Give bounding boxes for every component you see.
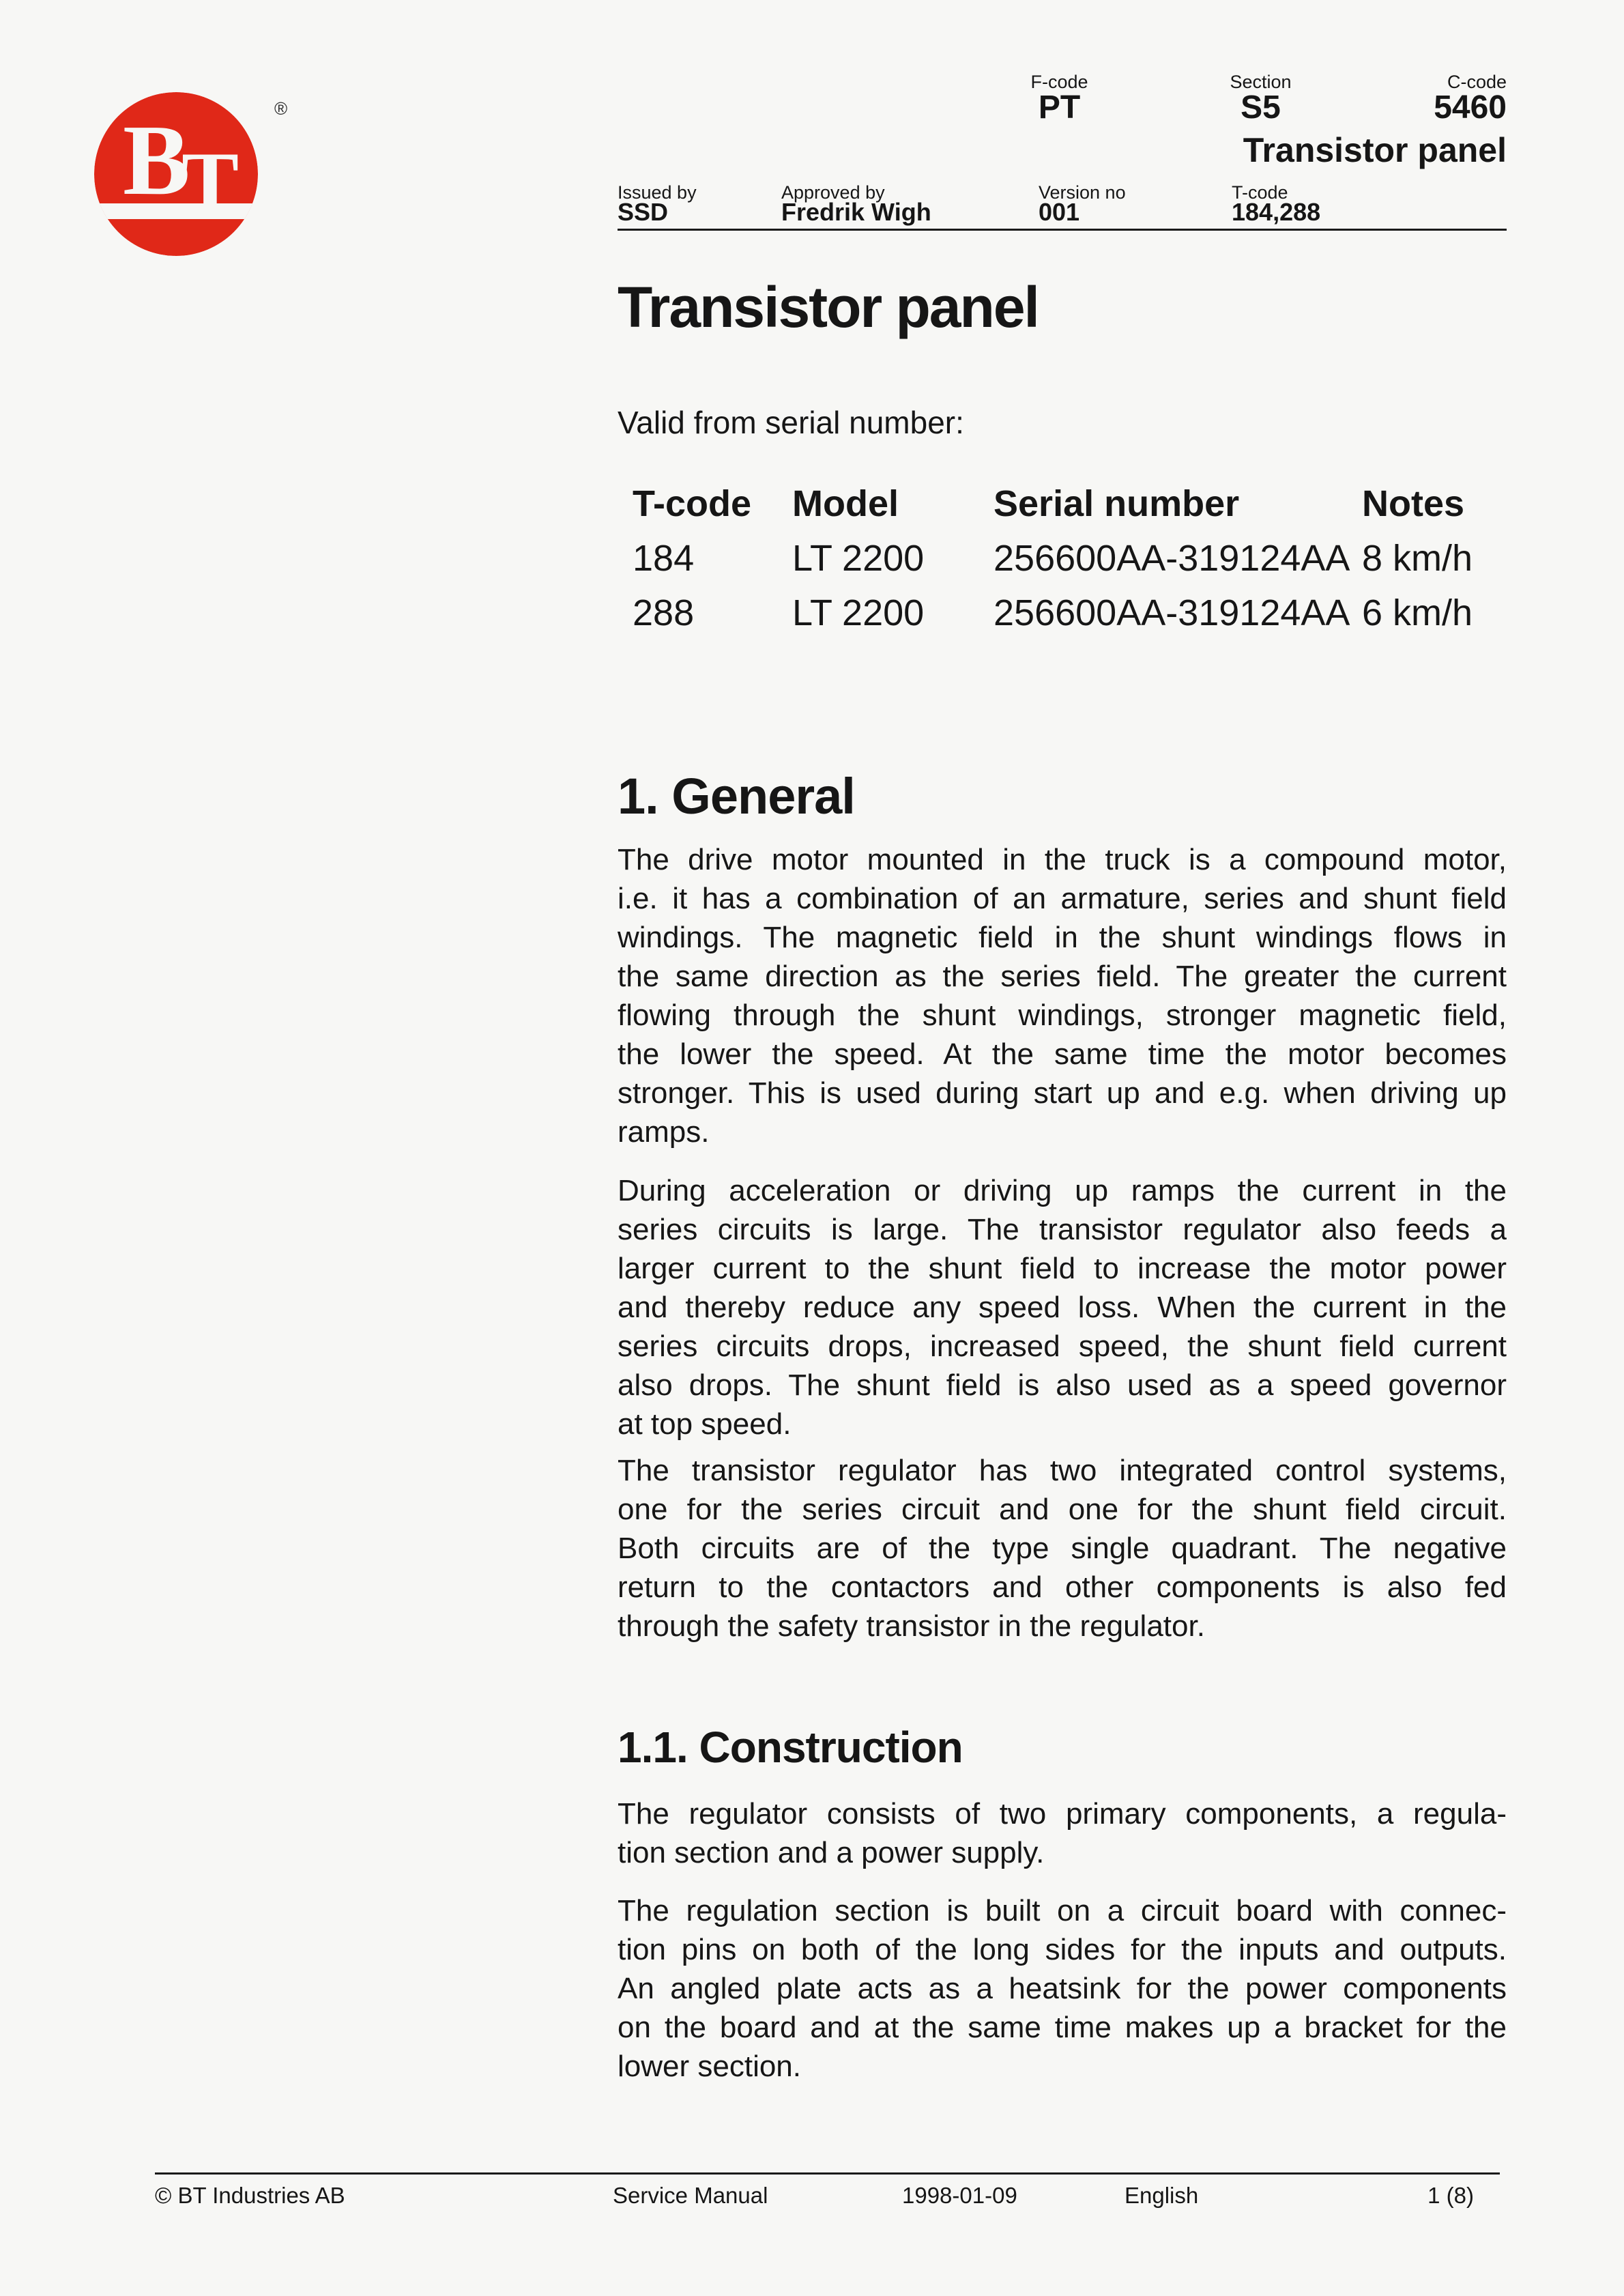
header-field-approved-by — [781, 184, 931, 225]
field-label: Section — [1230, 72, 1292, 92]
page-title: Transistor panel — [618, 275, 1039, 339]
text-line: the same direction as the series field. The greater the current — [618, 960, 1507, 993]
table-row — [618, 594, 1507, 631]
text-line: return to the contactors and other components is also fed — [618, 1570, 1507, 1604]
text-line: During acceleration or driving up ramps the current in the — [618, 1174, 1507, 1207]
text-line: one for the series circuit and one for the shunt field circuit. — [618, 1493, 1507, 1526]
field-value: Fredrik Wigh — [781, 198, 931, 226]
text-line: Both circuits are of the type single quadrant. The negative — [618, 1532, 1507, 1565]
registered-trademark-icon: ® — [274, 98, 288, 119]
text-line: lower section. — [618, 2050, 802, 2083]
table-row — [618, 540, 1507, 577]
text-line: windings. The magnetic field in the shunt windings flows in — [618, 921, 1507, 954]
field-value: S5 — [1241, 89, 1281, 126]
header-field-fcode — [1020, 73, 1099, 124]
text-line: stronger. This is used during start up and e.g. when driving up — [618, 1076, 1507, 1110]
table-header-row — [618, 485, 1507, 522]
section-heading-construction: 1.1. Construction — [618, 1723, 963, 1772]
text-line: The regulation section is built on a circuit board with connec- — [618, 1894, 1507, 1927]
paragraph — [618, 1794, 1507, 1872]
text-line: the lower the speed. At the same time the motor becomes — [618, 1037, 1507, 1071]
header-field-ccode — [1365, 73, 1507, 124]
text-line: An angled plate acts as a heatsink for the power components — [618, 1972, 1507, 2005]
text-line: also drops. The shunt field is also used as a speed governor — [618, 1368, 1507, 1402]
text-line: ramps. — [618, 1115, 710, 1149]
table-cell: 6 km/h — [1362, 592, 1473, 633]
text-line: tion section and a power supply. — [618, 1836, 1045, 1869]
text-line: larger current to the shunt field to increase the motor power — [618, 1252, 1507, 1285]
header-field-section — [1218, 73, 1303, 124]
text-line: flowing through the shunt windings, stronger magnetic field, — [618, 999, 1507, 1032]
paragraph — [618, 1891, 1507, 2086]
header-field-version-no — [1039, 184, 1126, 225]
section-heading-general: 1. General — [618, 768, 855, 824]
footer-page-number: 1 (8) — [1427, 2183, 1474, 2208]
text-line: The regulator consists of two primary components, a regula- — [618, 1797, 1507, 1831]
text-line: on the board and at the same time makes up a bracket for the — [618, 2011, 1507, 2044]
footer-language: English — [1125, 2183, 1199, 2208]
field-label: Issued by — [618, 182, 697, 203]
column-header: Model — [792, 483, 899, 524]
table-cell: LT 2200 — [792, 538, 925, 579]
table-cell: 256600AA-319124AA — [994, 592, 1350, 633]
table-cell: 256600AA-319124AA — [994, 538, 1350, 579]
text-line: through the safety transistor in the regulator. — [618, 1609, 1205, 1643]
valid-from-label: Valid from serial number: — [618, 405, 964, 440]
column-header: Notes — [1362, 483, 1465, 524]
footer-divider — [155, 2172, 1500, 2175]
text-line: series circuits is large. The transistor regulator also feeds a — [618, 1213, 1507, 1246]
text-line: series circuits drops, increased speed, the shunt field current — [618, 1330, 1507, 1363]
header-divider — [618, 229, 1507, 231]
column-header: T-code — [633, 483, 752, 524]
table-cell: LT 2200 — [792, 592, 925, 633]
footer-doc-type: Service Manual — [613, 2183, 768, 2208]
field-label: C-code — [1447, 72, 1507, 92]
bt-logo — [94, 92, 258, 256]
header-doc-title: Transistor panel — [1243, 131, 1507, 169]
logo-letter-b: B — [123, 104, 190, 216]
field-value: SSD — [618, 198, 669, 226]
field-label: T-code — [1232, 182, 1288, 203]
paragraph — [618, 840, 1507, 1151]
paragraph — [618, 1171, 1507, 1444]
field-label: Version no — [1039, 182, 1126, 203]
column-header: Serial number — [994, 483, 1240, 524]
text-line: at top speed. — [618, 1407, 792, 1441]
text-line: tion pins on both of the long sides for the inputs and outputs. — [618, 1933, 1507, 1966]
field-label: Approved by — [781, 182, 885, 203]
table-cell: 8 km/h — [1362, 538, 1473, 579]
table-cell: 184 — [633, 538, 695, 579]
field-value: 184,288 — [1232, 198, 1321, 226]
paragraph — [618, 1451, 1507, 1646]
field-value: 5460 — [1434, 89, 1507, 126]
header-field-issued-by — [618, 184, 697, 225]
header-field-tcode — [1232, 184, 1320, 225]
footer-date: 1998-01-09 — [902, 2183, 1017, 2208]
field-label: F-code — [1030, 72, 1088, 92]
footer-copyright: © BT Industries AB — [155, 2183, 345, 2208]
logo-letter-t: T — [182, 135, 240, 230]
text-line: i.e. it has a combination of an armature, series and shunt field — [618, 882, 1507, 915]
text-line: The drive motor mounted in the truck is a compound motor, — [618, 843, 1507, 876]
text-line: and thereby reduce any speed loss. When the current in the — [618, 1291, 1507, 1324]
table-cell: 288 — [633, 592, 695, 633]
field-value: PT — [1038, 89, 1081, 126]
text-line: The transistor regulator has two integrated control systems, — [618, 1454, 1507, 1487]
field-value: 001 — [1039, 198, 1080, 226]
